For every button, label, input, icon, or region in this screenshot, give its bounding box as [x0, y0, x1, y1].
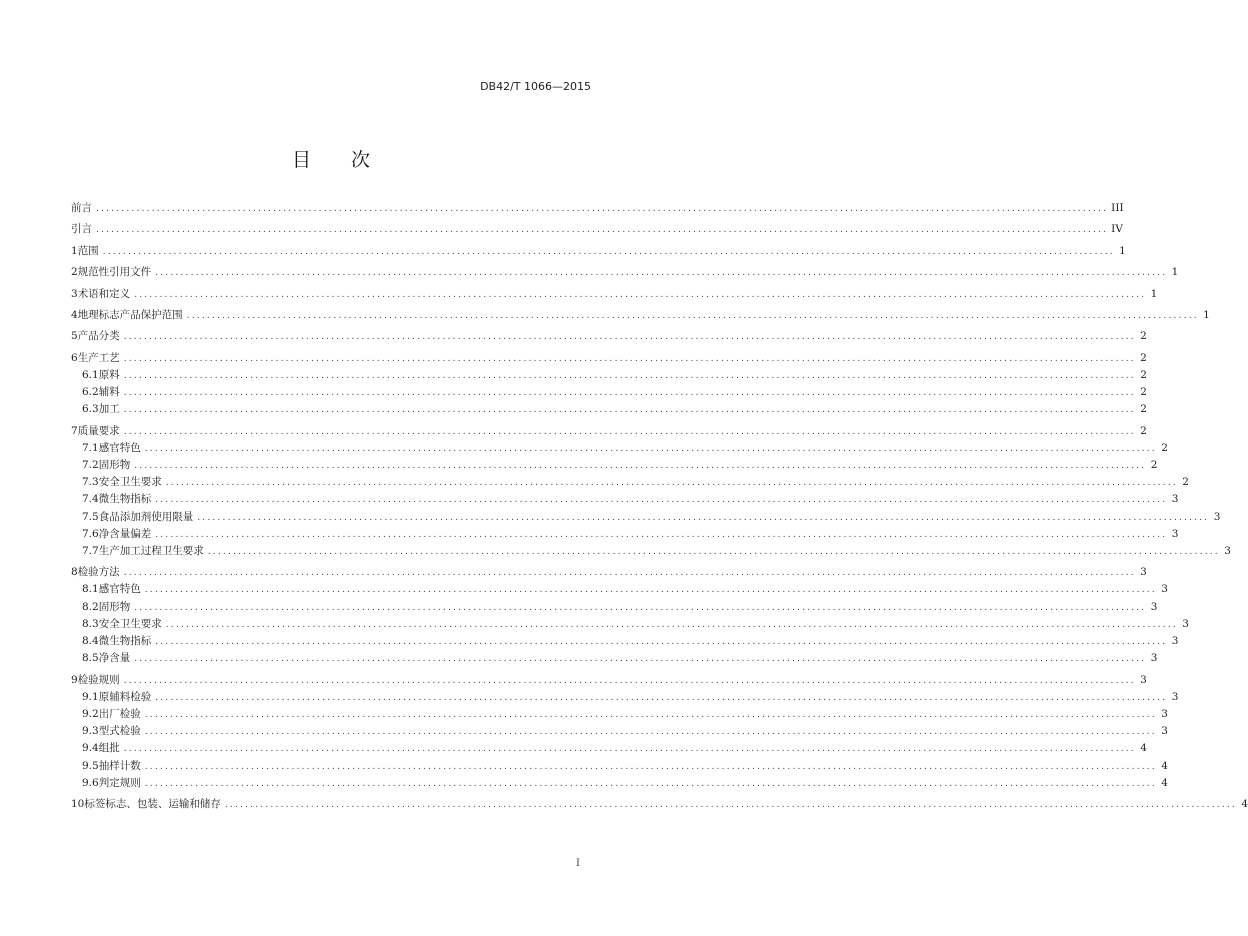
toc-entry[interactable]: [71, 367, 1147, 384]
toc-entry-page: 2: [1140, 330, 1147, 343]
toc-entry-page: 3: [1171, 527, 1179, 540]
toc-entry-page: 3: [1171, 493, 1179, 506]
toc-entry[interactable]: [71, 457, 1158, 474]
toc-entry-number: 6.3: [82, 403, 99, 416]
toc-entry-number: 8.2: [82, 600, 99, 613]
toc-entry-number: 8: [71, 566, 78, 579]
toc-entry[interactable]: [71, 243, 1126, 260]
toc-entry[interactable]: [71, 706, 1168, 723]
toc-entry-label: 安全卫生要求: [98, 476, 162, 489]
toc-entry-page: 1: [1150, 287, 1158, 300]
dot-leader: ........................................................................................................................................................................................................: [134, 602, 1147, 613]
toc-entry-label: 规范性引用文件: [77, 266, 152, 279]
dot-leader: ........................................................................................................................................................................................................: [123, 675, 1136, 686]
dot-leader: ........................................................................................................................................................................................................: [123, 426, 1136, 437]
toc-entry[interactable]: [71, 775, 1168, 792]
toc-entry-label: 原辅料检验: [98, 690, 152, 703]
toc-entry-number: 8.5: [82, 652, 99, 665]
dot-leader: ........................................................................................................................................................................................................: [186, 310, 1199, 321]
toc-entry-page: 3: [1171, 690, 1179, 703]
toc-entry-number: 6.2: [82, 386, 99, 398]
dot-leader: ........................................................................................................................................................................................................: [165, 478, 1178, 489]
toc-entry-number: 9.5: [82, 759, 99, 772]
toc-entry-label: 生产加工过程卫生要求: [98, 544, 204, 557]
toc-entry-page: 3: [1224, 544, 1231, 557]
toc-entry[interactable]: [71, 599, 1158, 616]
toc-entry[interactable]: [71, 723, 1168, 740]
dot-leader: ........................................................................................................................................................................................................: [144, 709, 1157, 720]
toc-entry-label: 前言: [71, 202, 92, 214]
toc-entry-page: 2: [1140, 351, 1147, 364]
toc-entry-page: 2: [1140, 403, 1147, 416]
toc-entry-label: 抽样计数: [98, 759, 141, 772]
toc-entry-label: 食品添加剂使用限量: [98, 510, 194, 523]
toc-entry-page: 3: [1213, 510, 1221, 523]
toc-entry[interactable]: [71, 633, 1179, 650]
dot-leader: ........................................................................................................................................................................................................: [165, 619, 1178, 630]
toc-entry-page: 3: [1150, 600, 1158, 613]
toc-entry[interactable]: [71, 474, 1189, 491]
toc-entry-label: 判定规则: [98, 776, 141, 789]
dot-leader: ........................................................................................................................................................................................................: [155, 268, 1168, 279]
dot-leader: ........................................................................................................................................................................................................: [123, 332, 1136, 343]
dot-leader: ........................................................................................................................................................................................................: [96, 204, 1109, 214]
dot-leader: ........................................................................................................................................................................................................: [123, 388, 1136, 398]
toc-entry-page: 4: [1140, 742, 1147, 755]
toc-entry[interactable]: [71, 526, 1179, 543]
dot-leader: ........................................................................................................................................................................................................: [144, 727, 1157, 738]
toc-entry-label: 感官特色: [98, 583, 141, 596]
toc-entry-label: 组批: [98, 742, 120, 755]
toc-entry-number: 8.4: [82, 635, 99, 647]
toc-entry-label: 术语和定义: [77, 287, 131, 300]
toc-entry-label: 原料: [98, 368, 120, 381]
toc-entry-label: 辅料: [98, 386, 120, 398]
toc-entry[interactable]: [71, 758, 1168, 775]
toc-entry-number: 4: [71, 308, 78, 321]
table-of-contents: [71, 200, 1248, 813]
toc-entry[interactable]: [71, 200, 1124, 217]
toc-entry[interactable]: [71, 740, 1147, 757]
dot-leader: ........................................................................................................................................................................................................: [102, 246, 1115, 257]
toc-entry[interactable]: [71, 564, 1147, 581]
toc-entry-number: 7.1: [82, 441, 99, 454]
dot-leader: ........................................................................................................................................................................................................: [207, 546, 1220, 557]
toc-entry-number: 9.2: [82, 707, 99, 720]
toc-entry-page: 3: [1182, 617, 1189, 630]
toc-entry-page: 2: [1182, 476, 1189, 489]
dot-leader: ........................................................................................................................................................................................................: [197, 512, 1210, 523]
toc-entry-page: 3: [1150, 652, 1158, 665]
toc-entry-number: 1: [71, 244, 78, 257]
toc-entry[interactable]: [71, 401, 1147, 418]
dot-leader: ........................................................................................................................................................................................................: [144, 585, 1157, 596]
toc-entry-label: 质量要求: [77, 424, 120, 437]
toc-entry-page: 4: [1161, 776, 1168, 789]
toc-entry-number: 8.1: [82, 583, 99, 596]
toc-entry-label: 检验方法: [77, 566, 120, 579]
dot-leader: ........................................................................................................................................................................................................: [144, 778, 1157, 789]
toc-entry[interactable]: [71, 286, 1158, 303]
toc-entry-label: 固形物: [98, 458, 131, 471]
toc-entry-page: 2: [1140, 368, 1147, 381]
toc-entry-label: 引言: [71, 223, 92, 236]
toc-entry-page: 3: [1171, 635, 1179, 647]
toc-entry[interactable]: [71, 264, 1179, 281]
toc-entry-number: 7.7: [82, 544, 99, 557]
toc-entry[interactable]: [71, 543, 1231, 560]
dot-leader: ........................................................................................................................................................................................................: [123, 744, 1136, 755]
toc-entry-page: III: [1111, 202, 1124, 214]
dot-leader: ........................................................................................................................................................................................................: [123, 568, 1136, 579]
dot-leader: ........................................................................................................................................................................................................: [134, 654, 1147, 665]
toc-entry-page: 2: [1140, 424, 1147, 437]
toc-entry-page: 2: [1161, 441, 1168, 454]
toc-entry-label: 生产工艺: [77, 351, 120, 364]
dot-leader: ........................................................................................................................................................................................................: [155, 529, 1168, 540]
toc-entry-number: 9: [71, 673, 78, 686]
dot-leader: ........................................................................................................................................................................................................: [123, 370, 1136, 381]
toc-entry-page: 1: [1119, 244, 1126, 257]
toc-entry-page: 4: [1161, 759, 1168, 772]
toc-entry-number: 5: [71, 330, 78, 343]
toc-entry[interactable]: [71, 672, 1147, 689]
toc-entry-page: 2: [1150, 458, 1158, 471]
dot-leader: ........................................................................................................................................................................................................: [155, 637, 1168, 647]
toc-entry-page: IV: [1111, 223, 1123, 236]
toc-entry-label: 地理标志产品保护范围: [77, 308, 183, 321]
toc-entry[interactable]: [71, 221, 1123, 238]
toc-entry-label: 微生物指标: [98, 635, 152, 647]
toc-entry-number: 6.1: [82, 368, 99, 381]
toc-entry-number: 7: [71, 424, 78, 437]
toc-entry-number: 7.3: [82, 476, 99, 489]
toc-entry-number: 7.6: [82, 527, 99, 540]
toc-entry-number: 6: [71, 351, 78, 364]
toc-entry[interactable]: [71, 440, 1168, 457]
dot-leader: ........................................................................................................................................................................................................: [144, 443, 1157, 454]
toc-entry-label: 感官特色: [98, 441, 141, 454]
page-title: 目次: [291, 149, 410, 171]
toc-entry-number: 7.5: [82, 510, 99, 523]
toc-entry-number: 7.2: [82, 458, 99, 471]
dot-leader: ........................................................................................................................................................................................................: [96, 225, 1109, 236]
toc-entry-label: 固形物: [98, 600, 131, 613]
toc-entry[interactable]: [71, 689, 1179, 706]
toc-entry-number: 9.4: [82, 742, 99, 755]
toc-entry[interactable]: [71, 796, 1248, 813]
toc-entry-number: 9.6: [82, 776, 99, 789]
toc-entry[interactable]: [71, 350, 1147, 367]
dot-leader: ........................................................................................................................................................................................................: [134, 460, 1147, 471]
toc-entry-label: 标签标志、包装、运输和储存: [84, 798, 221, 811]
toc-entry[interactable]: [71, 423, 1147, 440]
toc-entry-label: 加工: [98, 403, 120, 416]
toc-entry-label: 产品分类: [77, 330, 120, 343]
toc-entry-page: 3: [1161, 707, 1168, 720]
toc-entry-number: 9.3: [82, 725, 99, 738]
toc-entry-page: 3: [1140, 566, 1147, 579]
toc-entry-page: 3: [1161, 583, 1168, 596]
toc-entry-label: 检验规则: [77, 673, 120, 686]
dot-leader: ........................................................................................................................................................................................................: [123, 353, 1136, 364]
dot-leader: ........................................................................................................................................................................................................: [224, 800, 1238, 811]
toc-entry[interactable]: [71, 491, 1179, 508]
toc-entry[interactable]: [71, 328, 1147, 345]
toc-entry-label: 型式检验: [98, 725, 141, 738]
toc-entry-number: 2: [71, 266, 78, 279]
dot-leader: ........................................................................................................................................................................................................: [155, 692, 1168, 703]
toc-entry[interactable]: [71, 307, 1210, 324]
dot-leader: ........................................................................................................................................................................................................: [123, 405, 1136, 416]
dot-leader: ........................................................................................................................................................................................................: [155, 495, 1168, 506]
toc-entry-label: 净含量: [98, 652, 131, 665]
toc-entry-number: 8.3: [82, 617, 99, 630]
toc-entry-page: 3: [1140, 673, 1147, 686]
document-number: DB42/T 1066—2015: [480, 80, 591, 93]
toc-entry[interactable]: [71, 616, 1189, 633]
toc-entry-page: 2: [1140, 386, 1147, 398]
toc-entry[interactable]: [71, 650, 1158, 667]
toc-entry-page: 4: [1241, 798, 1248, 811]
toc-entry-number: 3: [71, 287, 78, 300]
toc-entry-number: 7.4: [82, 493, 99, 506]
toc-entry-number: 9.1: [82, 690, 99, 703]
toc-entry[interactable]: [71, 509, 1221, 526]
toc-entry[interactable]: [71, 384, 1147, 401]
toc-entry-label: 微生物指标: [98, 493, 152, 506]
toc-entry-label: 净含量偏差: [98, 527, 152, 540]
toc-entry-page: 1: [1171, 266, 1179, 279]
toc-entry-page: 1: [1203, 308, 1210, 321]
toc-entry-number: 10: [71, 798, 85, 811]
toc-entry-label: 安全卫生要求: [98, 617, 162, 630]
dot-leader: ........................................................................................................................................................................................................: [144, 761, 1157, 772]
toc-entry-page: 3: [1161, 725, 1168, 738]
toc-entry-label: 出厂检验: [98, 707, 141, 720]
dot-leader: ........................................................................................................................................................................................................: [134, 289, 1147, 300]
toc-entry[interactable]: [71, 581, 1168, 598]
toc-entry-label: 范围: [77, 244, 99, 257]
page-number: I: [576, 858, 580, 869]
